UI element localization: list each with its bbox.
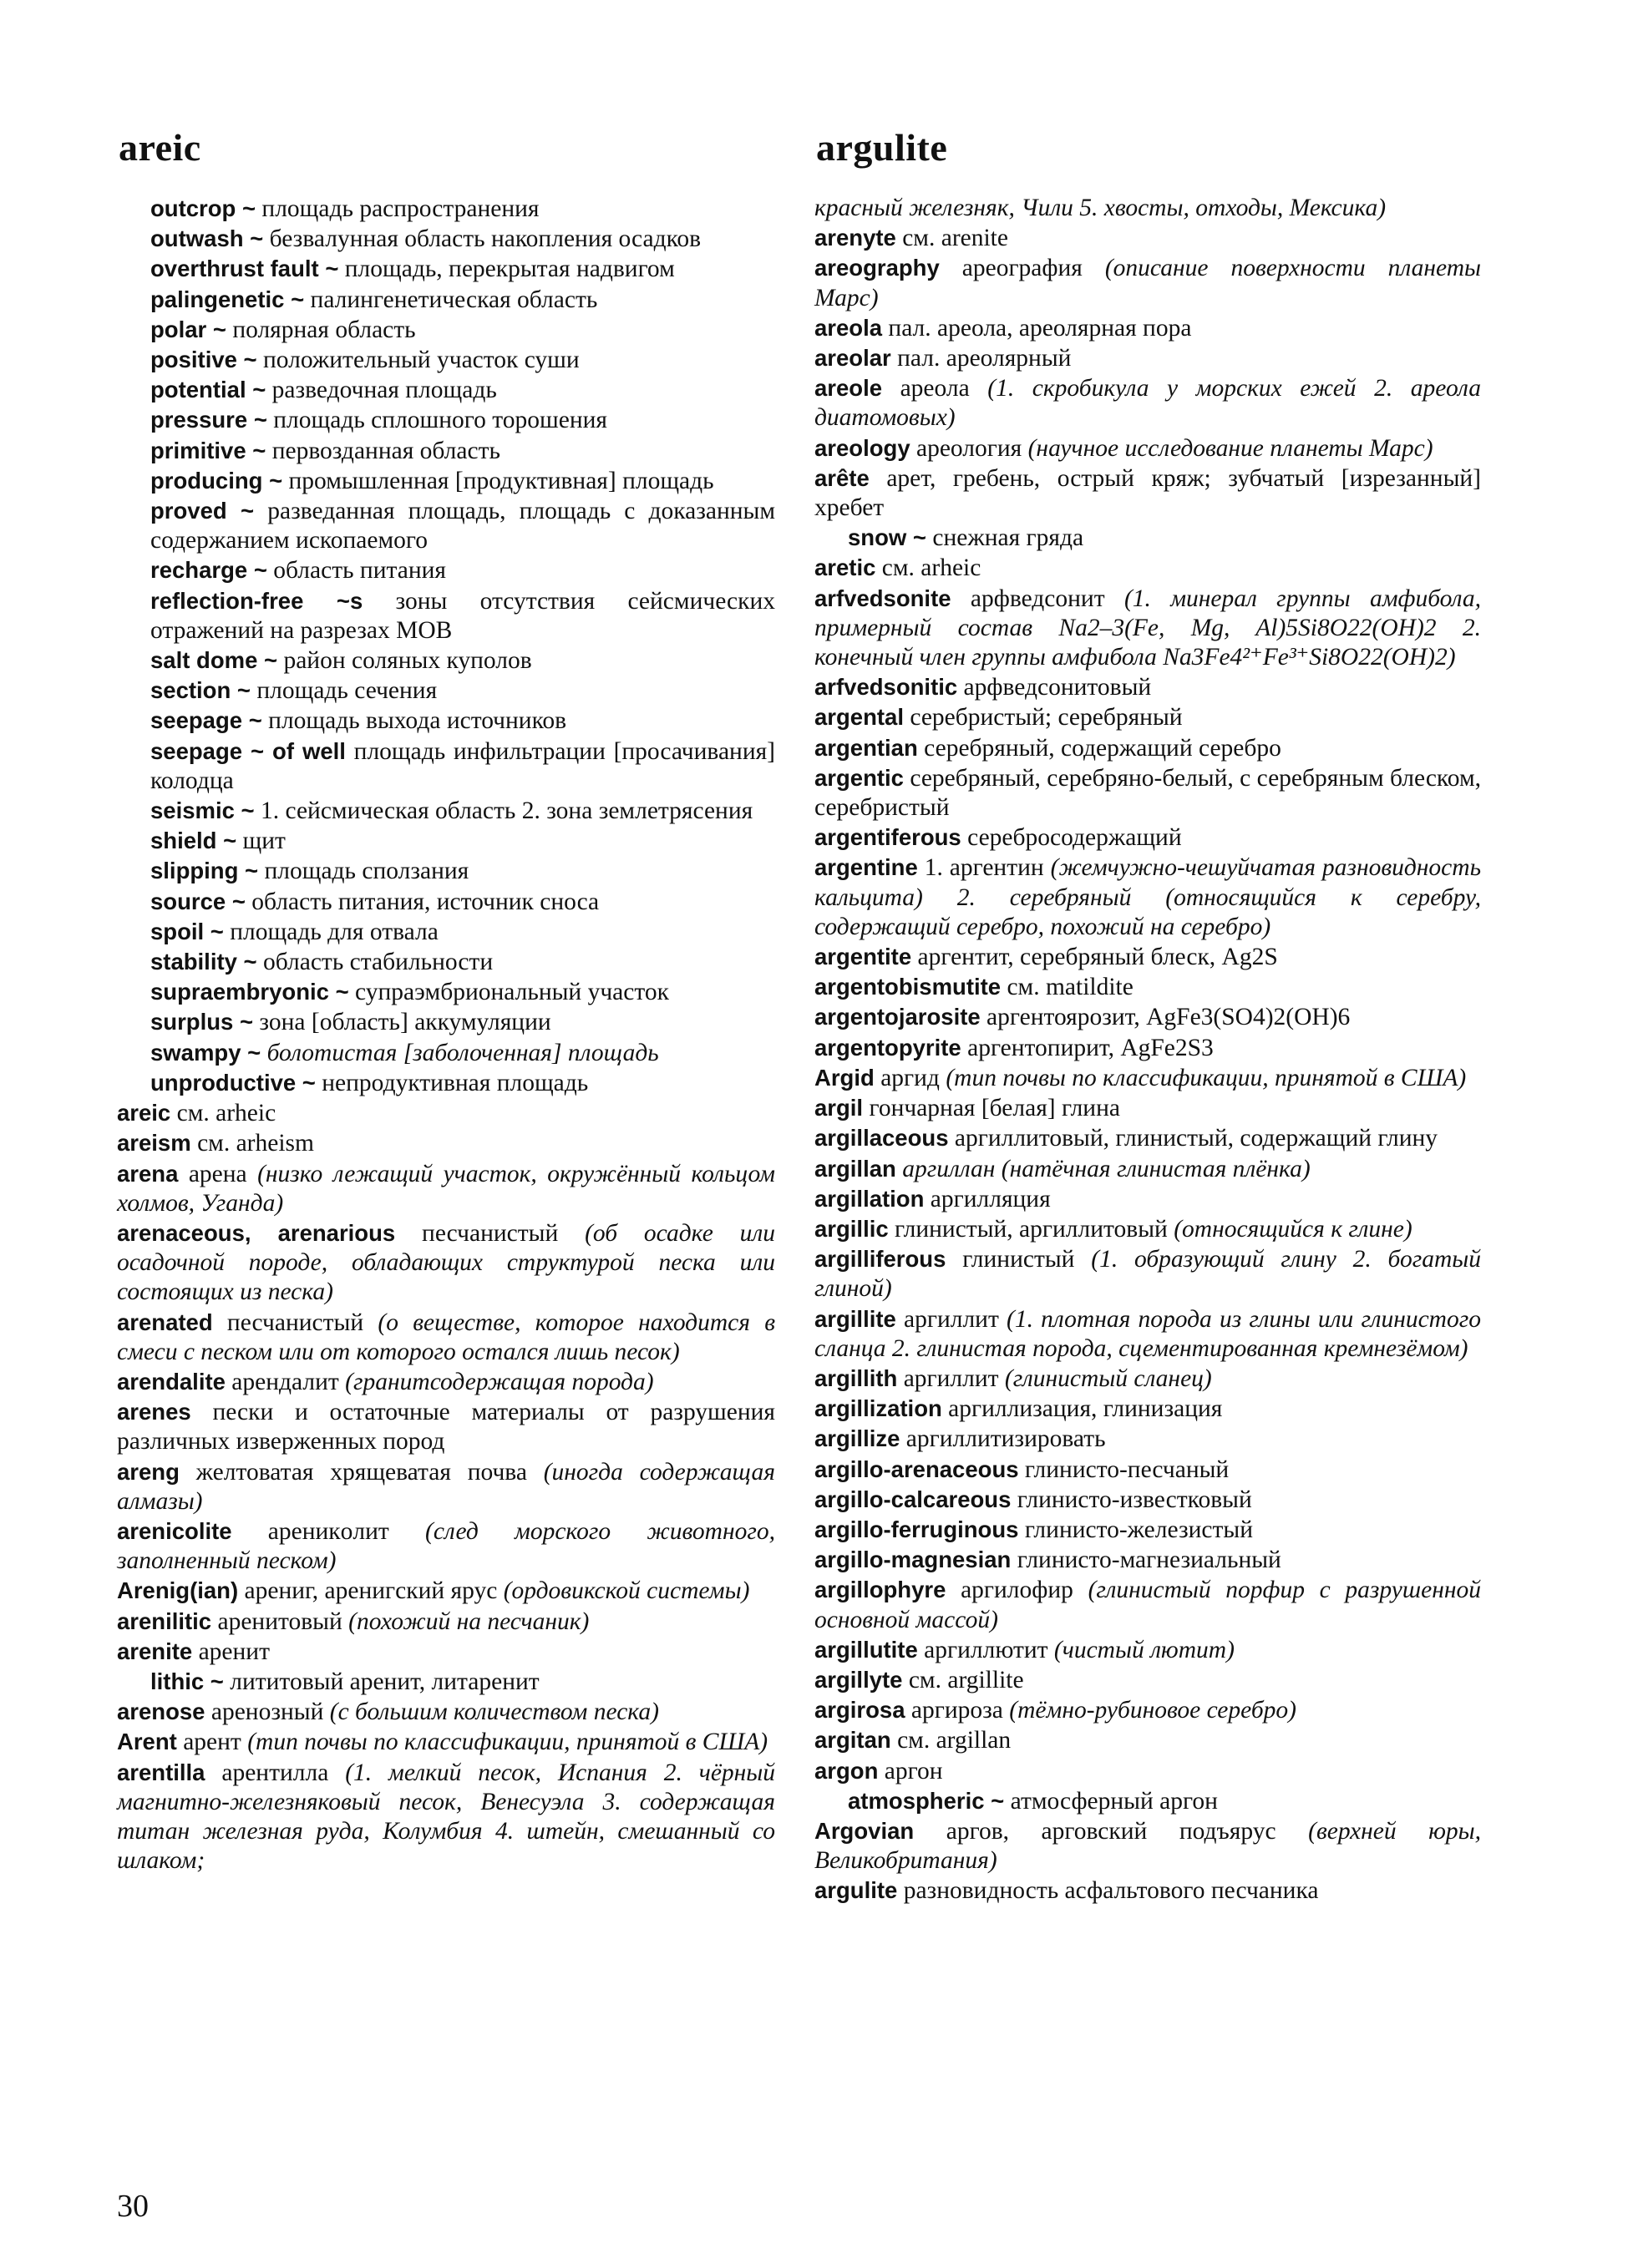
entry-headword: arfvedsonite [814,585,951,611]
dictionary-entry [117,1038,775,1068]
entry-translation: см. arenite [902,225,1008,252]
entry-translation: область питания, источник сноса [251,888,600,915]
entry-translation: площадь сечения [256,677,438,705]
entry-headword: salt dome ~ [150,647,278,674]
entry-note: (похожий на песчаник) [348,1607,590,1635]
entry-headword: argillan [814,1155,896,1182]
dictionary-entry [117,345,775,375]
dictionary-entry [117,737,775,796]
dictionary-entry [117,466,775,496]
dictionary-entry [814,702,1481,732]
entry-headword: spoil ~ [150,918,224,944]
entry-headword: Arenig(ian) [117,1577,239,1604]
entry-headword: areography [814,255,940,281]
entry-headword: argulite [814,1877,898,1904]
entry-headword: potential ~ [150,377,266,403]
entry-headword: argillith [814,1364,898,1391]
entry-translation: аренозный [210,1698,324,1726]
entry-headword: Argovian [814,1817,915,1844]
entry-note: (1. плотная порода из глины или глинистого сланца 2. глинистая порода, сцементированная кремнезёмом) [814,1305,1481,1362]
dictionary-entry [117,1308,775,1367]
entry-headword: recharge ~ [150,557,267,584]
dictionary-entry [814,1214,1481,1244]
entry-note: (тип почвы по классификации, принятой в США) [247,1729,768,1756]
entry-translation: супраэмбриональный участок [355,979,669,1006]
entry-translation: площадь сползания [264,858,469,885]
entry-translation: глинисто-магнезиальный [1017,1547,1281,1574]
entry-translation: аргиллит [904,1305,999,1333]
entry-translation: см. argillan [897,1727,1012,1754]
entry-translation: аргентопирит, AgFe2S3 [967,1034,1214,1061]
entry-headword: supraembryonic ~ [150,979,349,1005]
entry-headword: areism [117,1130,191,1157]
dictionary-entry [117,1516,775,1576]
entry-headword: argillo-calcareous [814,1486,1012,1512]
entry-translation: серебряный, содержащий серебро [924,734,1281,762]
entry-translation: аргиллит [903,1364,999,1392]
entry-translation: площадь сплошного торошения [273,407,607,434]
dictionary-entry [814,1424,1481,1454]
entry-translation: глинистый [962,1246,1075,1273]
left-column [117,194,775,1876]
entry-headword: snow ~ [848,524,926,551]
entry-headword: argentobismutite [814,974,1002,1000]
dictionary-entry [117,1068,775,1098]
entry-headword: argillite [814,1305,896,1332]
entry-note: (верхней юры, Великобритания) [814,1817,1482,1875]
entry-headword: areology [814,434,910,461]
entry-headword: arenicolite [117,1517,232,1544]
entry-headword: arenyte [814,225,896,251]
dictionary-entry [117,1397,775,1456]
dictionary-entry [814,823,1481,853]
dictionary-entry [117,1758,775,1876]
entry-headword: arête [814,464,870,491]
entry-headword: areng [117,1458,180,1485]
entry-translation: атмосферный аргон [1010,1787,1218,1815]
dictionary-entry [814,1756,1481,1786]
entry-note: аргиллан (натёчная глинистая плёнка) [902,1155,1311,1182]
entry-headword: seepage ~ of well [150,737,346,764]
entry-headword: seismic ~ [150,797,255,824]
entry-translation: площадь инфильтрации [просачивания] колодца [150,737,776,794]
entry-note: (низко лежащий участок, окружённый кольцом холмов, Уганда) [117,1160,775,1217]
dictionary-entry [814,763,1481,823]
dictionary-entry [814,1455,1481,1485]
entry-headword: palingenetic ~ [150,286,305,312]
dictionary-entry [814,223,1481,253]
dictionary-entry [814,1184,1481,1214]
entry-translation: лититовый аренит, литаренит [230,1668,540,1695]
entry-translation: см. arheic [881,554,981,582]
entry-headword: arenite [117,1638,193,1664]
dictionary-entry [117,977,775,1007]
entry-translation: площадь, перекрытая надвигом [344,256,675,283]
entry-note: (1. образующий глину 2. богатый глиной) [814,1246,1482,1303]
entry-headword: arenated [117,1309,213,1335]
entry-translation: см. arheism [197,1130,314,1157]
entry-headword: outcrop ~ [150,195,256,221]
dictionary-entry [117,856,775,886]
dictionary-entry [814,1695,1481,1725]
entry-translation: сереброcодержащий [967,824,1182,852]
entry-headword: arfvedsonitic [814,674,958,701]
entry-translation: аргилляция [930,1185,1051,1212]
page-number: 30 [117,2189,149,2224]
dictionary-entry [117,1607,775,1637]
entry-headword: argental [814,704,904,731]
dictionary-entry [814,1304,1481,1364]
entry-translation: район соляных куполов [283,647,532,675]
entry-translation: область стабильности [263,949,494,976]
dictionary-entry [814,972,1481,1002]
entry-translation: см. matildite [1007,974,1134,1001]
dictionary-entry [117,887,775,917]
dictionary-entry [117,405,775,435]
dictionary-entry [117,1128,775,1158]
dictionary-entry [814,1123,1481,1153]
entry-translation: площадь распространения [261,195,540,222]
entry-translation: аргиллитизировать [905,1425,1106,1453]
entry-translation: аргентит, серебряный блеск, Ag2S [917,944,1278,971]
entry-translation: глинисто-известковый [1017,1486,1252,1513]
dictionary-entry [814,1364,1481,1394]
entry-headword: stability ~ [150,949,257,975]
entry-translation: арфведсонит [970,585,1105,612]
dictionary-entry [814,194,1481,223]
entry-headword: arentilla [117,1759,205,1785]
entry-translation: гончарная [белая] глина [869,1095,1120,1122]
dictionary-entry [117,1218,775,1308]
entry-translation: полярная область [232,316,416,343]
dictionary-entry [814,1244,1481,1304]
entry-headword: primitive ~ [150,437,266,463]
entry-translation: глинисто-песчаный [1024,1455,1230,1483]
entry-headword: positive ~ [150,347,257,373]
entry-translation: глинисто-железистый [1024,1516,1253,1543]
entry-translation: см. arheic [176,1100,276,1127]
dictionary-entry [117,285,775,315]
dictionary-entry [117,1576,775,1606]
dictionary-entry [814,1394,1481,1424]
dictionary-entry [814,1515,1481,1545]
entry-note: (1. скробикула у морских ежей 2. ареола диатомовых) [814,375,1481,432]
entry-headword: swampy ~ [150,1039,261,1066]
entry-headword: argentopyrite [814,1034,961,1061]
dictionary-entry [814,523,1481,553]
dictionary-entry [814,1786,1481,1816]
entry-translation: палингенетическая область [310,286,598,313]
entry-headword: atmospheric ~ [848,1787,1005,1814]
entry-headword: arenose [117,1698,205,1725]
dictionary-entry [814,942,1481,972]
entry-translation: аренитовый [217,1607,342,1635]
dictionary-entry [117,676,775,706]
entry-translation: аргид [880,1064,940,1091]
dictionary-entry [117,1159,775,1218]
entry-note: (ордовикской системы) [503,1577,750,1605]
dictionary-entry [814,1876,1481,1906]
right-column [814,194,1481,1906]
entry-headword: surplus ~ [150,1009,254,1035]
entry-note: (об осадке или осадочной породе, обладающих структурой песка или состоящих из песка) [117,1219,776,1306]
entry-headword: seepage ~ [150,707,262,734]
entry-translation: область питания [273,557,446,585]
entry-headword: Argid [814,1064,875,1091]
dictionary-entry [117,555,775,585]
entry-headword: argillo-arenaceous [814,1455,1019,1482]
entry-headword: argentian [814,734,918,761]
entry-translation: положительный участок суши [263,347,580,374]
entry-headword: arenes [117,1399,191,1425]
dictionary-entry [117,586,775,645]
entry-note: (чистый лютит) [1053,1636,1235,1663]
running-head-left: areic [119,126,201,169]
dictionary-entry [814,733,1481,763]
entry-translation: разведочная площадь [271,377,497,404]
entry-translation: аргон [884,1757,943,1785]
entry-translation: ареникoлит [267,1517,389,1545]
entry-translation: безвалунная область накопления осадков [269,225,702,253]
dictionary-entry [117,917,775,947]
entry-translation: см. argillite [908,1666,1024,1693]
entry-headword: arendalite [117,1368,226,1395]
entry-translation: первозданная область [271,437,500,464]
entry-note: (тип почвы по классификации, принятой в США) [946,1064,1467,1091]
entry-translation: щит [242,828,286,855]
entry-headword: arenaceous, arenarious [117,1219,396,1246]
entry-translation: аргилофир [961,1577,1073,1604]
entry-translation: аренит [198,1638,270,1665]
dictionary-entry [117,1098,775,1128]
entry-headword: argillation [814,1185,925,1212]
entry-translation: разновидность асфальтового песчаника [903,1877,1319,1905]
entry-headword: outwash ~ [150,225,264,252]
entry-headword: unproductive ~ [150,1069,316,1096]
dictionary-entry [814,253,1481,312]
entry-translation: аргиллитовый, глинистый, содержащий глину [954,1125,1438,1152]
entry-headword: argillic [814,1215,889,1242]
entry-headword: lithic ~ [150,1668,224,1694]
entry-headword: source ~ [150,888,246,914]
entry-headword: argillophyre [814,1577,946,1603]
dictionary-entry [814,373,1481,433]
entry-note: (иногда содержащая алмазы) [117,1458,775,1515]
entry-translation: пал. ареолярный [897,345,1072,372]
dictionary-entry [117,1457,775,1516]
dictionary-entry [814,1063,1481,1093]
entry-translation: арениг, аренигский ярус [244,1577,498,1605]
entry-note: болотистая [заболоченная] площадь [266,1039,659,1066]
entry-translation: глинистый, аргиллитовый [895,1215,1168,1243]
entry-translation: пал. ареола, ареолярная пора [888,314,1192,342]
entry-translation: арендалит [231,1368,339,1395]
entry-headword: argirosa [814,1697,905,1724]
entry-translation: непродуктивная площадь [322,1069,589,1096]
entry-note: (описание поверхности планеты Марс) [814,255,1481,311]
dictionary-entry [117,826,775,856]
entry-headword: polar ~ [150,316,226,342]
entry-headword: argillo-magnesian [814,1547,1012,1573]
dictionary-entry [814,1485,1481,1515]
entry-headword: arenilitic [117,1607,212,1634]
entry-translation: аргентоярозит, AgFe3(SO4)2(OH)6 [986,1004,1351,1031]
entry-translation: арет, гребень, острый кряж; зубчатый [изрезанный] хребет [814,464,1482,522]
entry-translation: 1. сейсмическая область 2. зона землетрясения [260,797,753,825]
entry-translation: серебряный, серебряно-белый, с серебряным блеском, серебристый [814,764,1481,822]
dictionary-entry [814,584,1481,673]
dictionary-entry [117,254,775,284]
dictionary-entry [814,1002,1481,1032]
entry-headword: arena [117,1160,179,1187]
entry-translation: арена [188,1160,247,1187]
entry-translation: 1. аргентин [924,854,1044,882]
dictionary-entry [117,1007,775,1037]
entry-headword: proved ~ [150,498,255,524]
entry-translation: желтоватая хрящеватая почва [195,1458,527,1486]
dictionary-entry [814,853,1481,942]
entry-translation: аргироза [910,1697,1003,1724]
entry-headword: shield ~ [150,828,237,854]
dictionary-entry [814,313,1481,343]
dictionary-entry [117,1367,775,1397]
entry-headword: Arent [117,1729,177,1755]
dictionary-entry [814,433,1481,463]
entry-translation: аргиллютит [924,1636,1048,1663]
entry-headword: argentojarosite [814,1004,981,1030]
entry-headword: overthrust fault ~ [150,256,339,282]
entry-translation: пески и остаточные материалы от разрушения различных изверженных пород [117,1399,776,1455]
entry-headword: producing ~ [150,467,283,494]
entry-translation: ареология [916,434,1022,462]
entry-note: (с большим количеством песка) [329,1698,659,1726]
entry-translation: серебристый; серебряный [910,704,1183,732]
entry-headword: areola [814,314,883,341]
entry-headword: aretic [814,554,876,581]
entry-translation: ареография [961,255,1083,282]
dictionary-entry [117,224,775,254]
entry-translation: ареола [900,375,970,402]
entry-translation: площадь для отвала [230,918,439,945]
entry-headword: argillyte [814,1666,903,1693]
entry-translation: песчанистый [422,1219,559,1247]
running-head-right: argulite [816,126,948,169]
entry-note: (1. мелкий песок, Испания 2. чёрный магнитно-железняковый песок, Венесуэла 3. содержащая титан железная руда, Колумбия 4. штейн, смешанный со шлаком; [117,1759,776,1875]
dictionary-entry [117,645,775,676]
dictionary-entry [814,1033,1481,1063]
dictionary-entry [814,463,1481,523]
entry-headword: argitan [814,1727,891,1754]
dictionary-entry [814,1545,1481,1575]
entry-headword: argillaceous [814,1125,949,1152]
entry-headword: argilliferous [814,1246,946,1273]
dictionary-entry [117,194,775,224]
entry-translation: арент [183,1729,241,1756]
entry-note: (глинистый порфир с разрушенной основной массой) [814,1577,1481,1633]
entry-translation: аргов, арговский подъярус [946,1817,1276,1845]
entry-headword: argentiferous [814,824,961,851]
dictionary-entry [117,1727,775,1757]
entry-headword: areolar [814,345,891,372]
entry-translation: промышленная [продуктивная] площадь [288,467,714,494]
dictionary-entry [117,375,775,405]
entry-note: красный железняк, Чили 5. хвосты, отходы, Мексика) [814,195,1387,221]
dictionary-entry [117,1697,775,1727]
entry-headword: argillo-ferruginous [814,1516,1019,1542]
entry-note: (жемчужно-чешуйчатая разновидность кальцита) 2. серебряный (относящийся к серебру, содержащий серебро, похожий на серебро) [814,854,1482,940]
entry-note: (глинистый сланец) [1004,1364,1212,1392]
entry-translation: арфведсонитовый [963,674,1152,701]
entry-headword: argil [814,1095,864,1121]
entry-translation: песчанистый [226,1309,364,1336]
entry-note: (след морского животного, заполненный песком) [117,1517,776,1575]
entry-translation: снежная гряда [932,524,1084,552]
entry-headword: argentine [814,854,918,881]
dictionary-entry [117,796,775,826]
dictionary-entry [814,1635,1481,1665]
dictionary-entry [814,343,1481,373]
entry-headword: section ~ [150,677,251,704]
dictionary-entry [117,1637,775,1667]
entry-headword: areole [814,375,883,402]
dictionary-entry [814,1093,1481,1123]
entry-translation: аргиллизация, глинизация [948,1395,1223,1423]
dictionary-entry [814,1725,1481,1755]
dictionary-entry [814,1154,1481,1184]
dictionary-entry [814,553,1481,583]
entry-translation: разведанная площадь, площадь с доказанным содержанием ископаемого [150,498,776,554]
dictionary-entry [117,1667,775,1697]
entry-note: (тёмно-рубиновое серебро) [1009,1697,1296,1724]
entry-headword: pressure ~ [150,407,267,433]
entry-headword: argentic [814,764,904,791]
entry-headword: areic [117,1100,171,1126]
entry-translation: площадь выхода источников [268,707,567,735]
entry-translation: зоны отсутствия сейсмических отражений на разрезах МОВ [150,587,775,644]
entry-headword: argentite [814,944,912,970]
dictionary-entry [117,315,775,345]
dictionary-entry [814,672,1481,702]
entry-note: (о веществе, которое находится в смеси с песком или от которого остался лишь песок) [117,1309,776,1365]
entry-headword: argillutite [814,1636,918,1663]
entry-headword: slipping ~ [150,858,259,884]
entry-note: (1. минерал группы амфибола, примерный состав Na2–3(Fe, Mg, Al)5Si8O22(OH)2 2. конечный член группы амфибола Na3Fe4²⁺Fe³⁺Si8O22(OH)2) [814,585,1482,671]
dictionary-entry [117,436,775,466]
entry-translation: зона [область] аккумуляции [259,1009,551,1036]
entry-note: (научное исследование планеты Марс) [1027,434,1433,462]
entry-note: (гранитсодержащая порода) [345,1368,654,1395]
entry-headword: reflection-free ~s [150,587,363,614]
entry-headword: argon [814,1757,879,1784]
entry-translation: арентилла [221,1759,329,1786]
dictionary-entry [117,496,775,555]
dictionary-entry [814,1665,1481,1695]
entry-headword: argillization [814,1395,942,1422]
entry-headword: argillize [814,1425,900,1452]
entry-note: (относящийся к глине) [1174,1215,1412,1243]
dictionary-entry [814,1575,1481,1634]
dictionary-entry [117,947,775,977]
dictionary-entry [117,706,775,736]
dictionary-entry [814,1816,1481,1876]
